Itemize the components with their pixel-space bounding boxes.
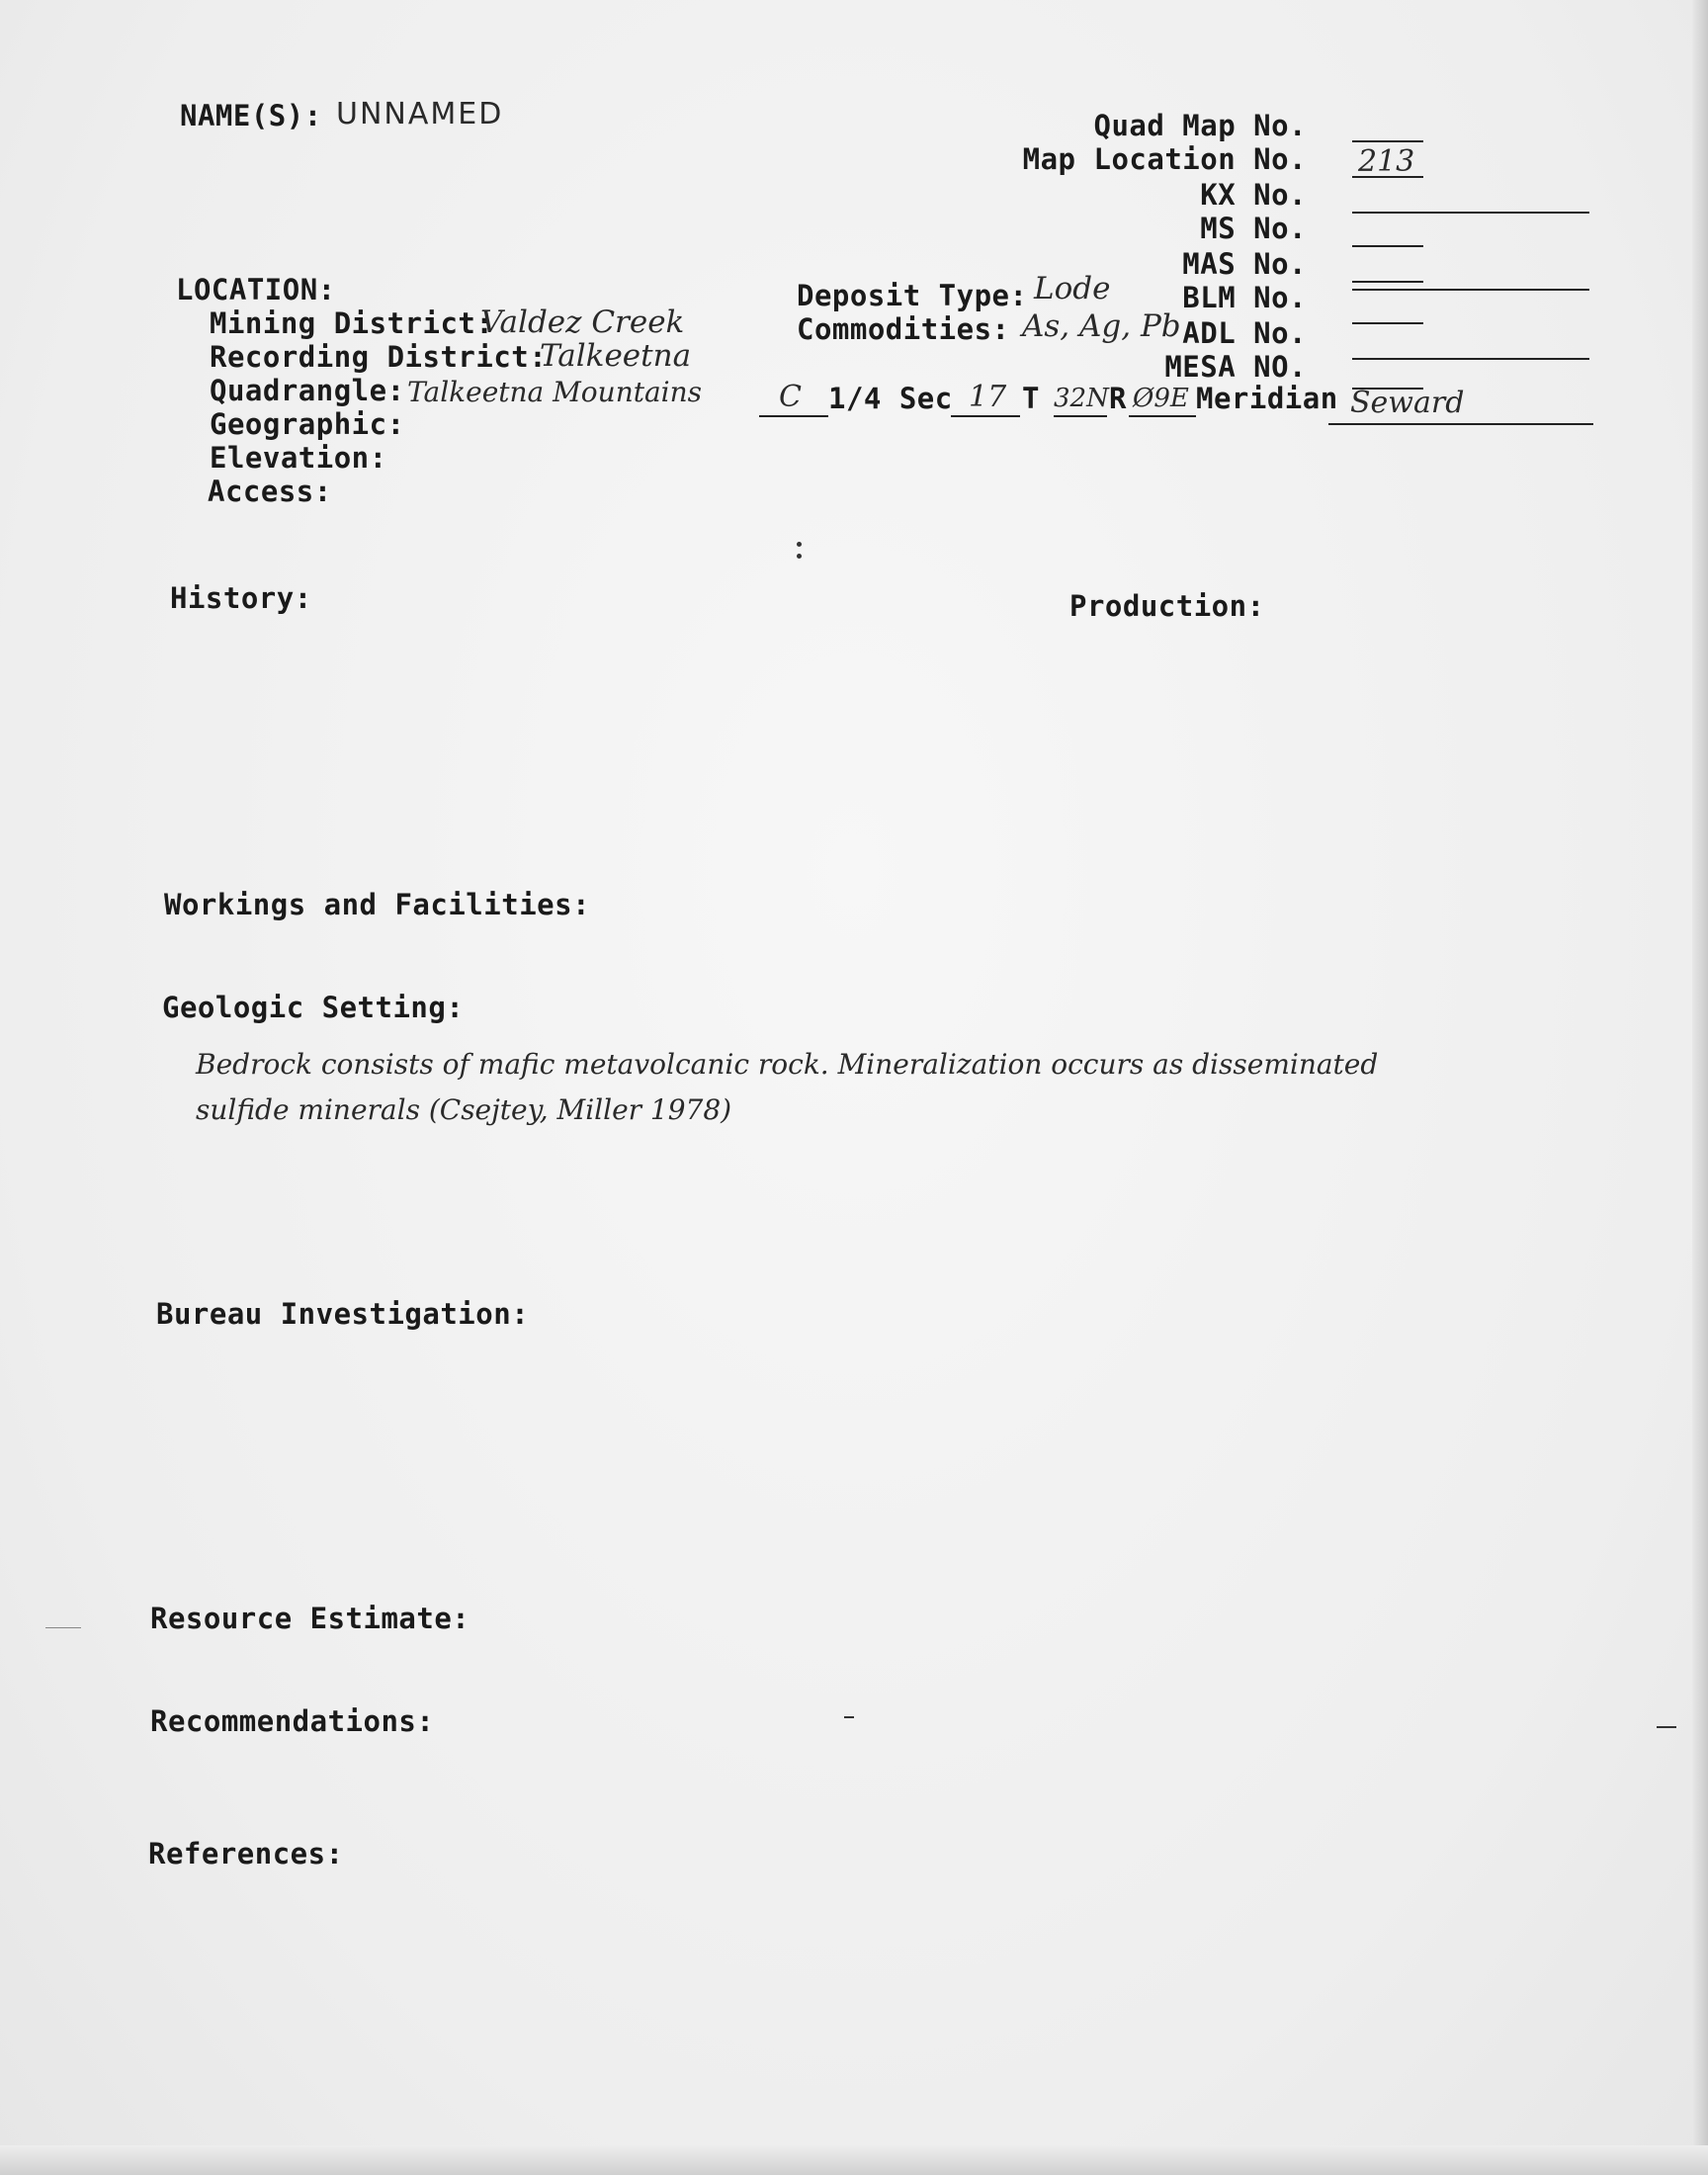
commodities-value: As, Ag, Pb xyxy=(1022,308,1181,344)
quarter-line xyxy=(759,415,828,417)
meridian-label: Meridian xyxy=(1196,382,1338,415)
section-line xyxy=(951,415,1020,417)
mining-district-value: Valdez Creek xyxy=(480,304,685,340)
page-edge-bottom xyxy=(0,2145,1708,2175)
recording-district-label: Recording District: xyxy=(210,340,548,374)
geographic-label: Geographic: xyxy=(210,407,405,441)
history-label: History: xyxy=(170,581,312,615)
names-label: NAME(S): xyxy=(180,99,322,132)
meridian-line xyxy=(1328,423,1593,425)
stray-dot-2 xyxy=(797,554,802,559)
workings-label: Workings and Facilities: xyxy=(164,888,591,921)
range-value: Ø9E xyxy=(1133,384,1189,413)
page-edge-right xyxy=(1692,0,1708,2175)
quad-map-line xyxy=(1352,140,1423,142)
adl-line xyxy=(1352,322,1423,324)
ms-label: MS No. xyxy=(1200,212,1307,245)
stray-dash-right xyxy=(1657,1726,1676,1728)
range-line xyxy=(1129,415,1196,417)
stray-dot-1 xyxy=(797,542,802,547)
blm-label: BLM No. xyxy=(1182,281,1307,314)
mesa-label: MESA NO. xyxy=(1164,350,1307,384)
stray-dash xyxy=(844,1716,854,1718)
range-label: R xyxy=(1109,382,1127,415)
elevation-label: Elevation: xyxy=(210,441,387,475)
geologic-label: Geologic Setting: xyxy=(162,991,465,1024)
ms-line xyxy=(1352,245,1423,247)
bureau-label: Bureau Investigation: xyxy=(156,1297,530,1331)
quadrangle-value: Talkeetna Mountains xyxy=(407,376,703,408)
stray-mark-left xyxy=(45,1627,81,1628)
names-value: UNNAMED xyxy=(336,97,504,131)
recommendations-label: Recommendations: xyxy=(150,1704,435,1738)
mining-district-label: Mining District: xyxy=(210,306,494,340)
kx-label: KX No. xyxy=(1200,178,1307,212)
adl-label: ADL No. xyxy=(1182,316,1307,350)
quarter-value: C xyxy=(779,380,802,414)
deposit-type-value: Lode xyxy=(1034,271,1111,306)
meridian-value: Seward xyxy=(1350,386,1465,420)
access-label: Access: xyxy=(208,475,332,508)
kx-line xyxy=(1352,212,1589,214)
map-location-label: Map Location No. xyxy=(1022,142,1307,176)
resource-label: Resource Estimate: xyxy=(150,1602,470,1635)
references-label: References: xyxy=(148,1837,344,1870)
quad-map-label: Quad Map No. xyxy=(1093,109,1307,142)
quadrangle-label: Quadrangle: xyxy=(210,374,405,407)
deposit-type-label: Deposit Type: xyxy=(797,279,1028,312)
blm-line xyxy=(1352,289,1589,291)
township-value: 32N xyxy=(1054,384,1109,413)
location-label: LOCATION: xyxy=(176,273,336,306)
quarter-label: 1/4 Sec xyxy=(828,382,953,415)
mas-label: MAS No. xyxy=(1182,247,1307,281)
recording-district-value: Talkeetna xyxy=(540,338,692,374)
geologic-text-line2: sulfide minerals (Csejtey, Miller 1978) xyxy=(196,1093,732,1126)
map-location-value: 213 xyxy=(1358,144,1415,179)
mas-line xyxy=(1352,281,1423,283)
township-label: T xyxy=(1022,382,1040,415)
adl-line-2 xyxy=(1352,358,1589,360)
commodities-label: Commodities: xyxy=(797,312,1010,346)
production-label: Production: xyxy=(1069,589,1265,623)
township-line xyxy=(1054,415,1107,417)
section-value: 17 xyxy=(969,380,1007,414)
geologic-text-line1: Bedrock consists of mafic metavolcanic rock. Mineralization occurs as disseminated xyxy=(196,1048,1379,1081)
